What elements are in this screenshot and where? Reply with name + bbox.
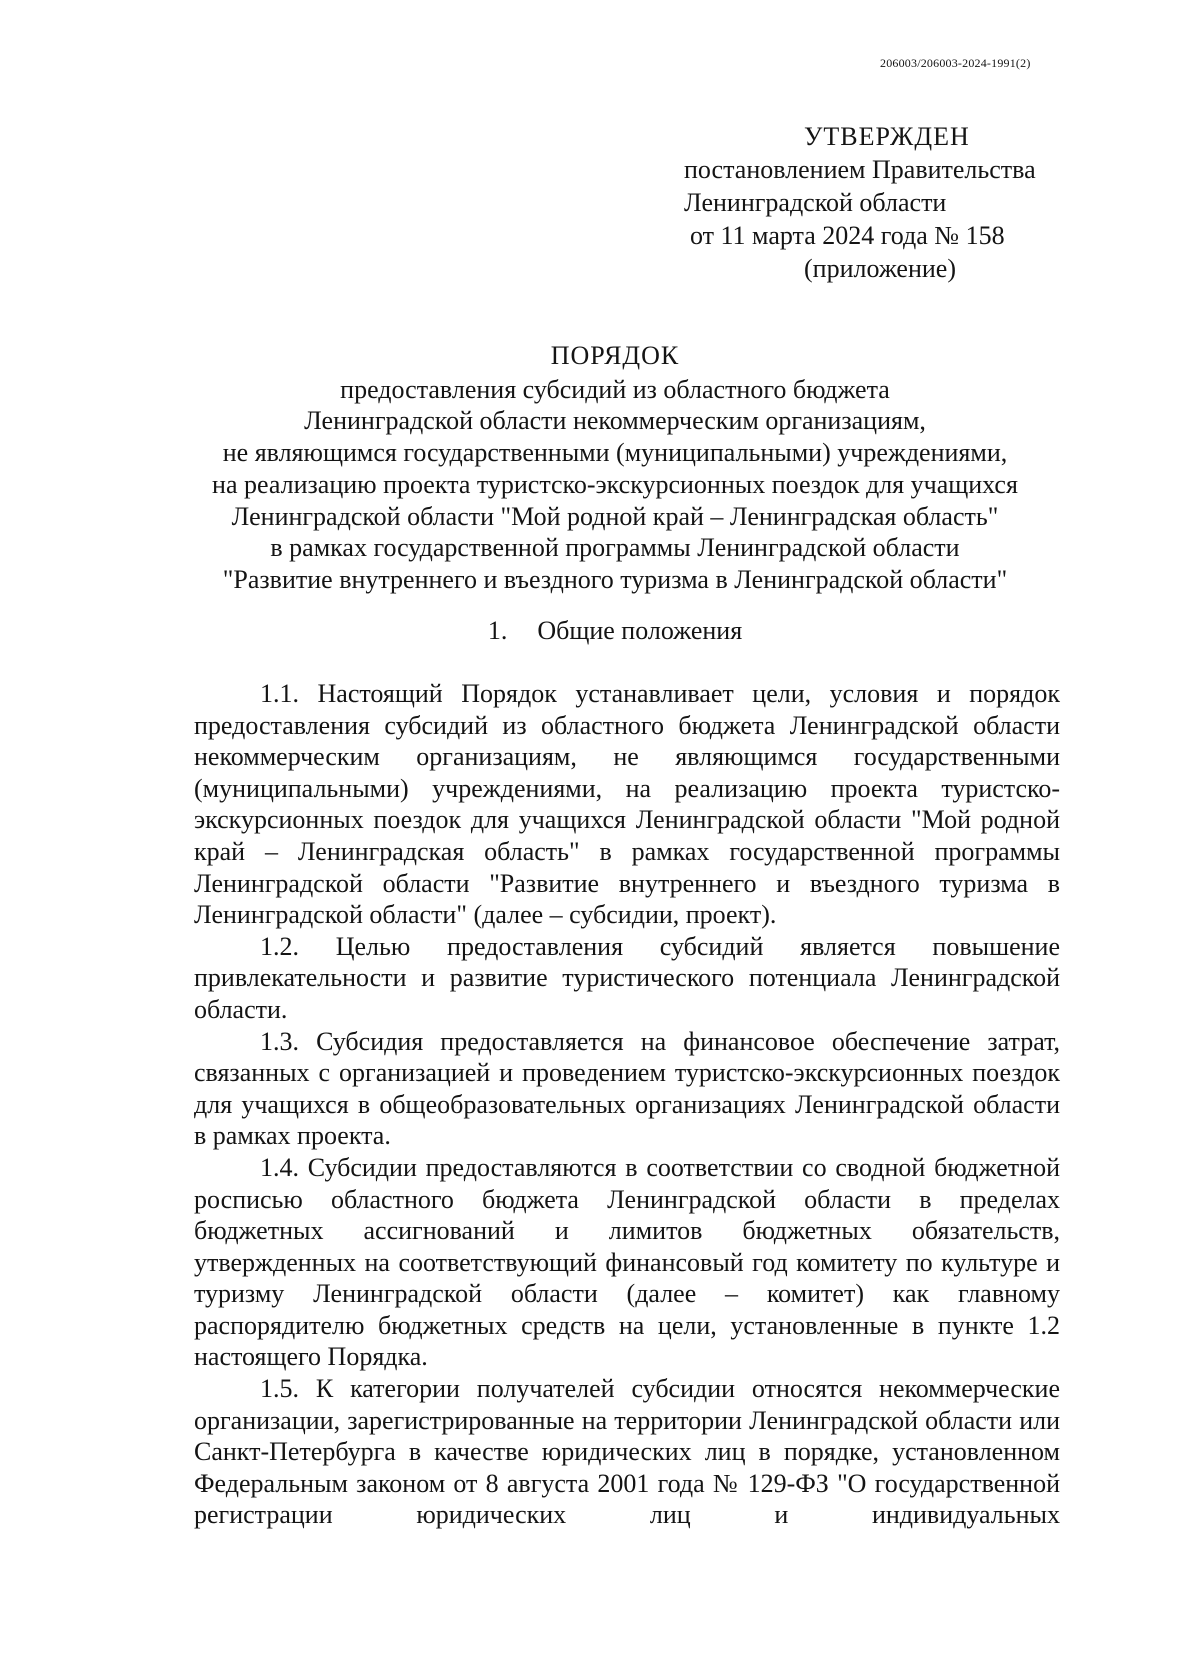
paragraph-1-2: 1.2. Целью предоставления субсидий является повышение привлекательности и развитие туристического потенциала Ленинградской области. [194,931,1060,1024]
document-title: ПОРЯДОК [550,341,680,370]
title-line: предоставления субсидий из областного бюджета [340,374,890,404]
title-line: Ленинградской области "Мой родной край – Ленинградская область" [231,501,999,531]
paragraph-1-5: 1.5. К категории получателей субсидии относятся некоммерческие организации, зарегистрированные на территории Ленинградской области или Санкт-Петербурга в качестве юридических лиц в порядке, установленном Федеральным законом от 8 августа 2001 года № 129-ФЗ "О государственной регистрации юридических лиц и индивидуальных [194,1374,1060,1530]
title-line: в рамках государственной программы Ленинградской области [270,533,960,563]
section-heading [150,616,1080,646]
document-code: 206003/206003-2024-1991(2) [880,56,1031,70]
paragraph-1-1: 1.1. Настоящий Порядок устанавливает цели, условия и порядок предоставления субсидий из областного бюджета Ленинградской области некоммерческим организациям, не являющимся государственными (муниципальными) учреждениями, на реализацию проекта туристско-экскурсионных поездок для учащихся Ленинградской области "Мой родной край – Ленинградская область" в рамках государственной программы Ленинградской области "Развитие внутреннего и въездного туризма в Ленинградской области" (далее – субсидии, проект). [194,679,1060,930]
approval-line-3: от 11 марта 2024 года № 158 [690,221,1005,250]
approval-heading: УТВЕРЖДЕН [804,122,970,151]
approval-block [684,120,1104,285]
title-line: не являющимся государственными (муниципальными) учреждениями, [222,438,1008,468]
paragraph-1-3: 1.3. Субсидия предоставляется на финансовое обеспечение затрат, связанных с организацией и проведением туристско-экскурсионных поездок для учащихся в общеобразовательных организациях Ленинградской области в рамках проекта. [194,1026,1060,1151]
approval-line-1: постановлением Правительства [684,155,1036,184]
document-body [194,678,1060,1531]
title-line: на реализацию проекта туристско-экскурсионных поездок для учащихся [212,469,1018,499]
approval-line-2: Ленинградской области [684,188,947,217]
approval-line-4: (приложение) [804,254,957,283]
section-title: Общие положения [537,616,743,645]
document-title-block [150,340,1080,596]
section-number: 1. [487,616,508,645]
title-line: "Развитие внутреннего и въездного туризма в Ленинградской области" [222,564,1008,594]
title-line: Ленинградской области некоммерческим организациям, [304,406,926,436]
paragraph-1-4: 1.4. Субсидии предоставляются в соответствии со сводной бюджетной росписью областного бюджета Ленинградской области в пределах бюджетных ассигнований и лимитов бюджетных обязательств, утвержденных на соответствующий финансовый год комитету по культуре и туризму Ленинградской области (далее – комитет) как главному распорядителю бюджетных средств на цели, установленные в пункте 1.2 настоящего Порядка. [194,1152,1060,1372]
